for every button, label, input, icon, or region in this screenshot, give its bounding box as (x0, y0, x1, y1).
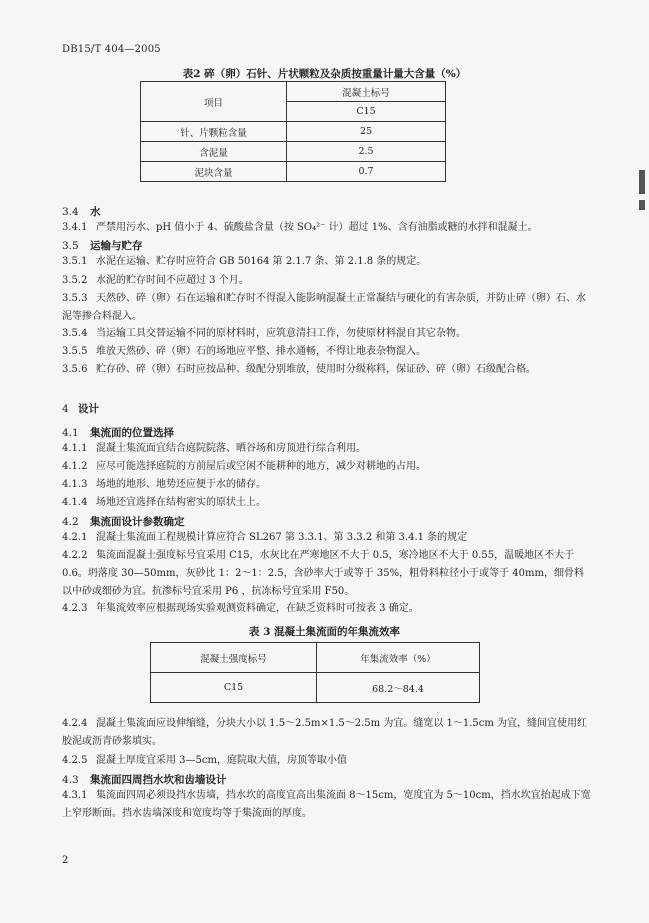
clause-text: 应尽可能选择庭院的方前屋后或空闲不能耕种的地方，减少对耕地的占用。 (96, 461, 426, 472)
clause (62, 458, 592, 476)
clause (62, 253, 592, 271)
section-number: 4 (62, 403, 69, 415)
table2 (140, 81, 446, 182)
section-heading (62, 425, 174, 440)
clause-text: 混凝土集流面工程规模计算应符合 SL267 第 3.3.1、第 3.3.2 和第 3.4.1 条的规定 (96, 532, 468, 543)
section-title: 水 (90, 206, 101, 218)
table3-header-grade: 混凝土强度标号 (151, 643, 317, 673)
clause-number: 4.2.1 (62, 532, 88, 543)
clause (62, 787, 592, 823)
clause-number: 3.5.3 (62, 293, 88, 304)
clause-text: 贮存砂、碎（卵）石时应按品种、级配分别堆放，使用时分级称料，保证砂、碎（卵）石级配合格。 (96, 364, 536, 375)
clause-text: 场地的地形、地势还应便于水的储存。 (96, 479, 266, 490)
section-heading (62, 772, 227, 787)
table3-header-efficiency: 年集流效率（%） (317, 643, 480, 673)
clause-number: 4.2.5 (62, 755, 88, 766)
table2-row-label: 针、片颗粒含量 (141, 122, 287, 142)
clause-number: 4.2.2 (62, 550, 88, 561)
scan-edge-mark (639, 200, 645, 210)
section-heading (62, 514, 185, 529)
table3-grade-value: C15 (151, 673, 317, 703)
section-title: 运输与贮存 (90, 240, 143, 252)
clause (62, 343, 592, 361)
table3-efficiency-value: 68.2～84.4 (317, 673, 480, 703)
table-row (141, 162, 446, 182)
table3 (150, 642, 480, 703)
section-number: 3.4 (62, 206, 79, 218)
section-number: 4.2 (62, 516, 79, 528)
table2-row-label: 泥块含量 (141, 162, 287, 182)
clause (62, 715, 592, 751)
clause (62, 547, 592, 601)
clause-number: 3.4.1 (62, 222, 88, 233)
clause-text: 场地还宜选择在结构密实的原状土上。 (96, 497, 266, 508)
table2-row-label: 含泥量 (141, 142, 287, 162)
table2-header-item: 项目 (141, 82, 287, 122)
clause (62, 476, 592, 494)
clause (62, 290, 592, 326)
clause (62, 219, 592, 237)
clause-number: 3.5.5 (62, 346, 88, 357)
table2-header-group: 混凝土标号 (287, 82, 446, 102)
clause-text: 集流面混凝土强度标号宜采用 C15，水灰比在严寒地区不大于 0.5，寒冷地区不大于 0.55，温暖地区不大于 0.6。坍落度 30—50mm，灰砂比 1：2～1：2.5，含砂率大于或等于 35%，粗骨料粒径小于或等于 40mm，细骨料以中砂或细砂为宜。抗渗标号宜采用 P6 ，抗冻标号宜采用 F50。 (62, 550, 584, 597)
section-title: 集流面设计参数确定 (90, 516, 185, 528)
clause-number: 4.1.3 (62, 479, 88, 490)
section-title: 集流面的位置选择 (90, 427, 174, 439)
clause-number: 4.2.4 (62, 718, 88, 729)
clause-number: 4.2.3 (62, 603, 88, 614)
clause-text: 水泥的贮存时间不应超过 3 个月。 (96, 275, 249, 286)
section-title: 设计 (78, 403, 99, 415)
section-heading (62, 204, 101, 219)
table2-caption: 表2 碎（卵）石针、片状颗粒及杂质按重量计量大含量（%） (182, 68, 467, 80)
clause-number: 3.5.2 (62, 275, 88, 286)
clause-text: 集流面四周必须设挡水齿墙，挡水坎的高度宜高出集流面 8～15cm，宽度宜为 5～10cm，挡水坎宜抬起成下宽上窄形断面。挡水齿墙深度和宽度均等于集流面的厚度。 (62, 790, 591, 819)
clause-text: 混凝土集流面宜结合庭院院落、晒谷场和房顶进行综合利用。 (96, 443, 366, 454)
table2-header-grade: C15 (287, 102, 446, 122)
clause-text: 堆放天然砂、碎（卵）石的场地应平整、排水通畅，不得让地表杂物混入。 (96, 346, 426, 357)
section-number: 4.3 (62, 774, 79, 786)
scan-edge-mark (639, 170, 645, 194)
table2-row-value: 25 (287, 122, 446, 142)
section-number: 3.5 (62, 240, 79, 252)
table-row (141, 142, 446, 162)
clause-number: 4.1.2 (62, 461, 88, 472)
clause-number: 3.5.1 (62, 256, 88, 267)
clause-number: 3.5.4 (62, 328, 88, 339)
table2-row-value: 2.5 (287, 142, 446, 162)
clause (62, 361, 592, 379)
clause-text: 混凝土集流面应设伸缩缝，分块大小以 1.5～2.5m×1.5～2.5m 为宜。缝宽以 1～1.5cm 为宜，缝间宜使用红胶泥或沥青砂浆填实。 (62, 718, 588, 747)
clause (62, 325, 592, 343)
clause-number: 4.3.1 (62, 790, 88, 801)
clause-number: 4.1.1 (62, 443, 88, 454)
clause (62, 600, 592, 618)
clause (62, 752, 592, 770)
chapter-heading (62, 401, 99, 416)
clause-text: 年集流效率应根据现场实验观测资料确定，在缺乏资料时可按表 3 确定。 (96, 603, 419, 614)
clause-number: 4.1.4 (62, 497, 88, 508)
standard-code: DB15/T 404—2005 (62, 44, 161, 55)
clause-text: 严禁用污水、pH 值小于 4、硫酸盐含量（按 SO₄²⁻ 计）超过 1%、含有油脂或糖的水拌和混凝土。 (96, 222, 538, 233)
table-row (151, 673, 480, 703)
clause-text: 天然砂、碎（卵）石在运输和贮存时不得混入能影响混凝土正常凝结与硬化的有害杂质，并防止碎（卵）石、水泥等掺合料混入。 (62, 293, 586, 322)
section-number: 4.1 (62, 427, 79, 439)
clause (62, 440, 592, 458)
clause-number: 3.5.6 (62, 364, 88, 375)
clause-text: 当运输工具交替运输不同的原材料时，应筑意清扫工作，勿使原材料混自其它杂物。 (96, 328, 466, 339)
clause (62, 272, 592, 290)
section-heading (62, 238, 143, 253)
table2-row-value: 0.7 (287, 162, 446, 182)
table3-caption: 表 3 混凝土集流面的年集流效率 (248, 626, 401, 638)
table-row (141, 122, 446, 142)
clause-text: 水泥在运输、贮存时应符合 GB 50164 第 2.1.7 条、第 2.1.8 条的规定。 (96, 256, 427, 267)
clause-text: 混凝土厚度宜采用 3—5cm，庭院取大值，房顶等取小值 (96, 755, 347, 766)
clause (62, 529, 592, 547)
clause (62, 494, 592, 512)
page-number: 2 (62, 855, 69, 866)
section-title: 集流面四周挡水坎和齿墙设计 (90, 774, 227, 786)
